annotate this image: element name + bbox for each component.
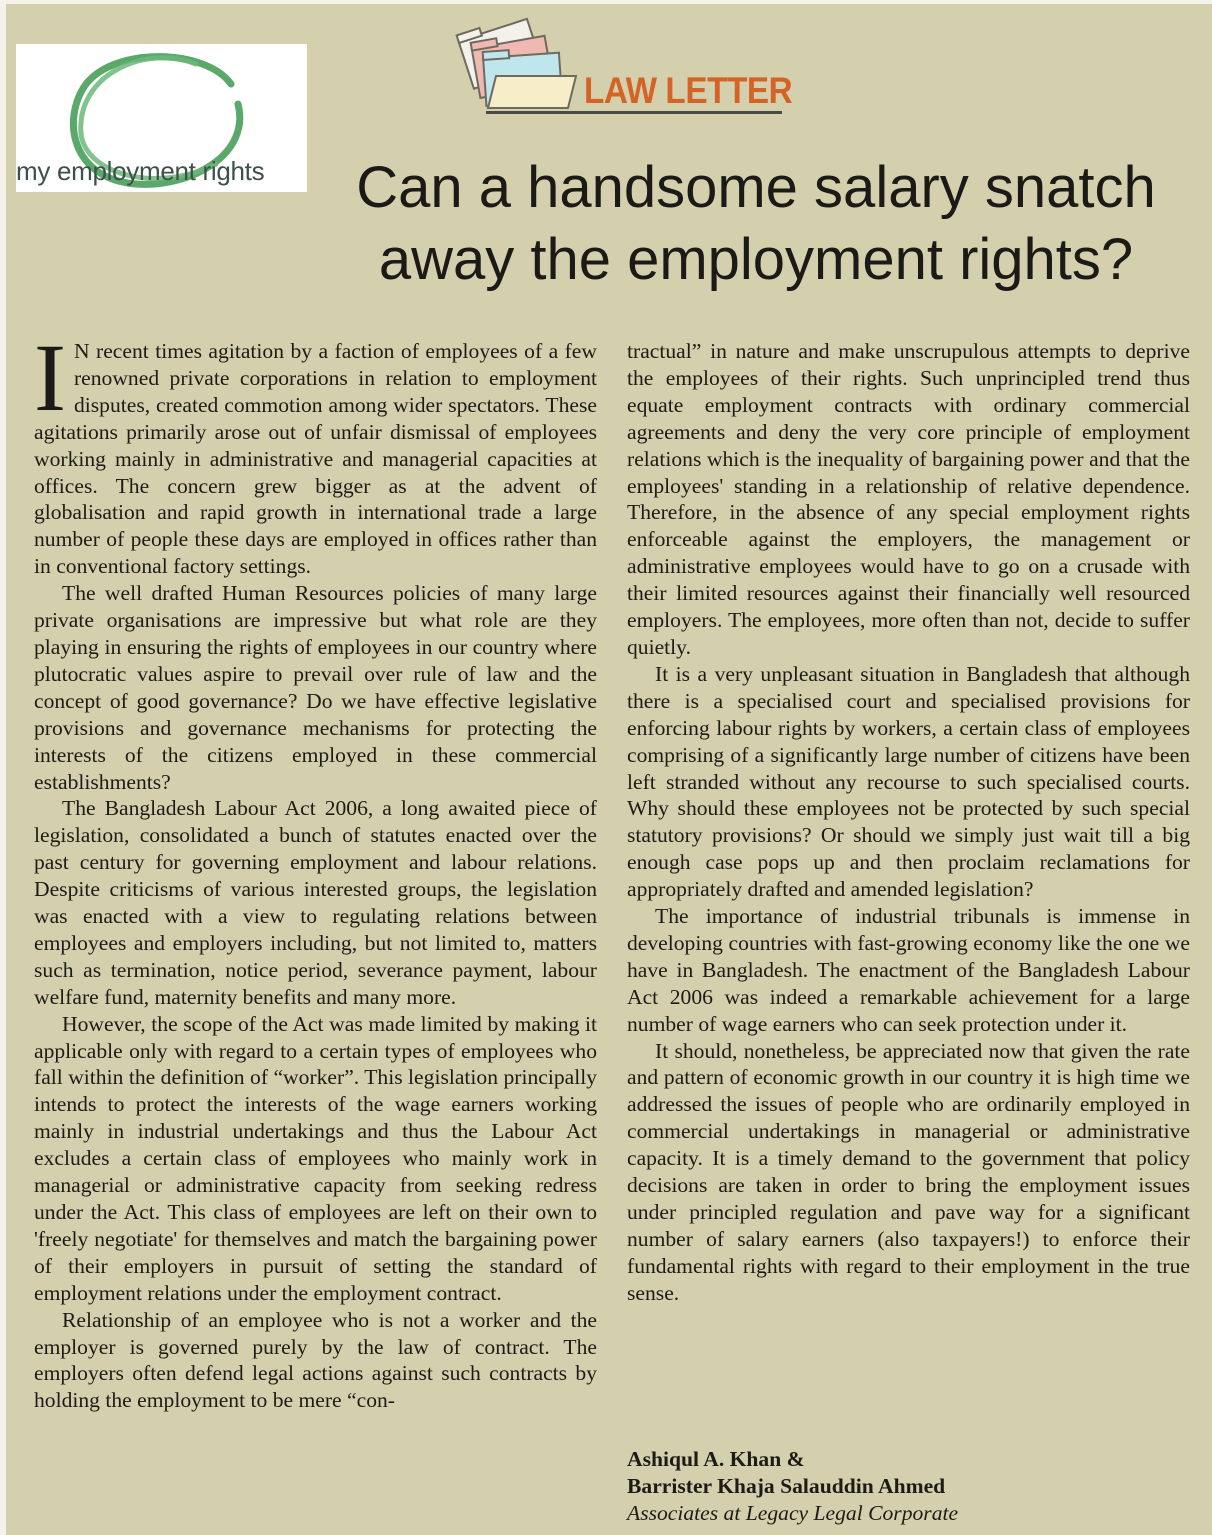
paragraph: I N recent times agitation by a faction of employees of a few renowned private corporations in relation to employment disputes, created commotion among wider spectators. These agitations primarily arose out of unfair dismissal of employees working mainly in administrative and managerial capacities at offices. The concern grew bigger as at the advent of globalisation and rapid growth in international trade a large number of people these days are employed in offices rather than in conventional factory settings. <box>34 324 597 579</box>
drop-cap: I <box>34 324 66 431</box>
folders-icon <box>452 10 582 118</box>
paragraph: tractual” in nature and make unscrupulous attempts to deprive the employees of their rights. Such unprincipled trend thus equate employment contracts with ordinary commercial agreements and deny the very core principle of employment relations which is the inequality of bargaining power and that the employees' standing in a relationship of relative dependence. Therefore, in the absence of any special employment rights enforceable against the employers, the management or administrative employees would have to go on a crusade with their limited resources against their financially well resourced employers. The employees, more often than not, decide to suffer quietly. <box>627 339 1190 659</box>
logo-text: my employment rights <box>16 156 265 186</box>
paragraph: The importance of industrial tribunals is immense in developing countries with fast-growing economy like the one we have in Bangladesh. The enactment of the Bangladesh Labour Act 2006 was indeed a remarkable achievement for a large number of wage earners who can seek protection under it. <box>627 904 1190 1036</box>
headline: Can a handsome salary snatch away the employment rights? <box>356 155 1156 292</box>
paragraph: It should, nonetheless, be appreciated now that given the rate and pattern of economic growth in our country it is high time we addressed the issues of people who are ordinarily employed in commercial undertakings in managerial or administrative capacity. It is a timely demand to the government that policy decisions are taken in order to bring the employment issues under principled regulation and pave way for a significant number of salary earners (also taxpayers!) to enforce their fundamental rights with regard to their employment in the true sense. <box>627 1038 1190 1305</box>
paragraph: The Bangladesh Labour Act 2006, a long awaited piece of legislation, consolidated a bunch of statutes enacted over the past century for governing employment and labour relations. Despite criticisms of various interested groups, the legislation was enacted with a view to regulating relations between employees and employers including, but not limited to, matters such as termination, notice period, severance payment, labour welfare fund, maternity benefits and many more. <box>34 796 597 1009</box>
section-label: LAW LETTER <box>584 70 793 111</box>
author-line-2: Barrister Khaja Salauddin Ahmed <box>627 1474 946 1498</box>
page-edge-left <box>0 0 6 1535</box>
section-rule <box>486 111 782 114</box>
article-column-left <box>34 324 597 1414</box>
page-edge-top <box>0 0 1212 4</box>
byline <box>627 1446 1187 1527</box>
paragraph: It is a very unpleasant situation in Bangladesh that although there is a specialised court and specialised provisions for enforcing labour rights by workers, a certain class of employees comprising of a significantly large number of citizens have been left stranded without any recourse to such specialised courts. Why should these employees not be protected by such special statutory provisions? Or should we simply just wait till a big enough case pops up and then proclaim reclamations for appropriately drafted and amended legislation? <box>627 661 1190 902</box>
paragraph: Relationship of an employee who is not a worker and the employer is governed purely by the law of contract. The employers often defend legal actions against such contracts by holding the employment to be mere “con- <box>34 1307 597 1413</box>
author-line-1: Ashiqul A. Khan & <box>627 1447 805 1471</box>
paragraph: However, the scope of the Act was made limited by making it applicable only with regard to a certain types of employees who fall within the definition of “worker”. This legislation principally intends to protect the interests of the wage earners working mainly in industrial undertakings and thus the Labour Act excludes a certain class of employees who mainly work in managerial or administrative capacity from seeking redress under the Act. This class of employees are left on their own to 'freely negotiate' for themselves and match the bargaining power of their employers in pursuit of setting the standard of employment relations under the employment contract. <box>34 1011 597 1305</box>
author-affiliation: Associates at Legacy Legal Corporate <box>627 1501 959 1525</box>
article-column-right <box>627 338 1190 1307</box>
paragraph: The well drafted Human Resources policies of many large private organisations are impressive but what role are they playing in ensuring the rights of employees in our country where plutocratic values aspire to prevail over rule of law and the concept of good governance? Do we have effective legislative provisions and governance mechanisms for protecting the interests of the citizens employed in these commercial establishments? <box>34 581 597 794</box>
logo <box>16 44 307 192</box>
